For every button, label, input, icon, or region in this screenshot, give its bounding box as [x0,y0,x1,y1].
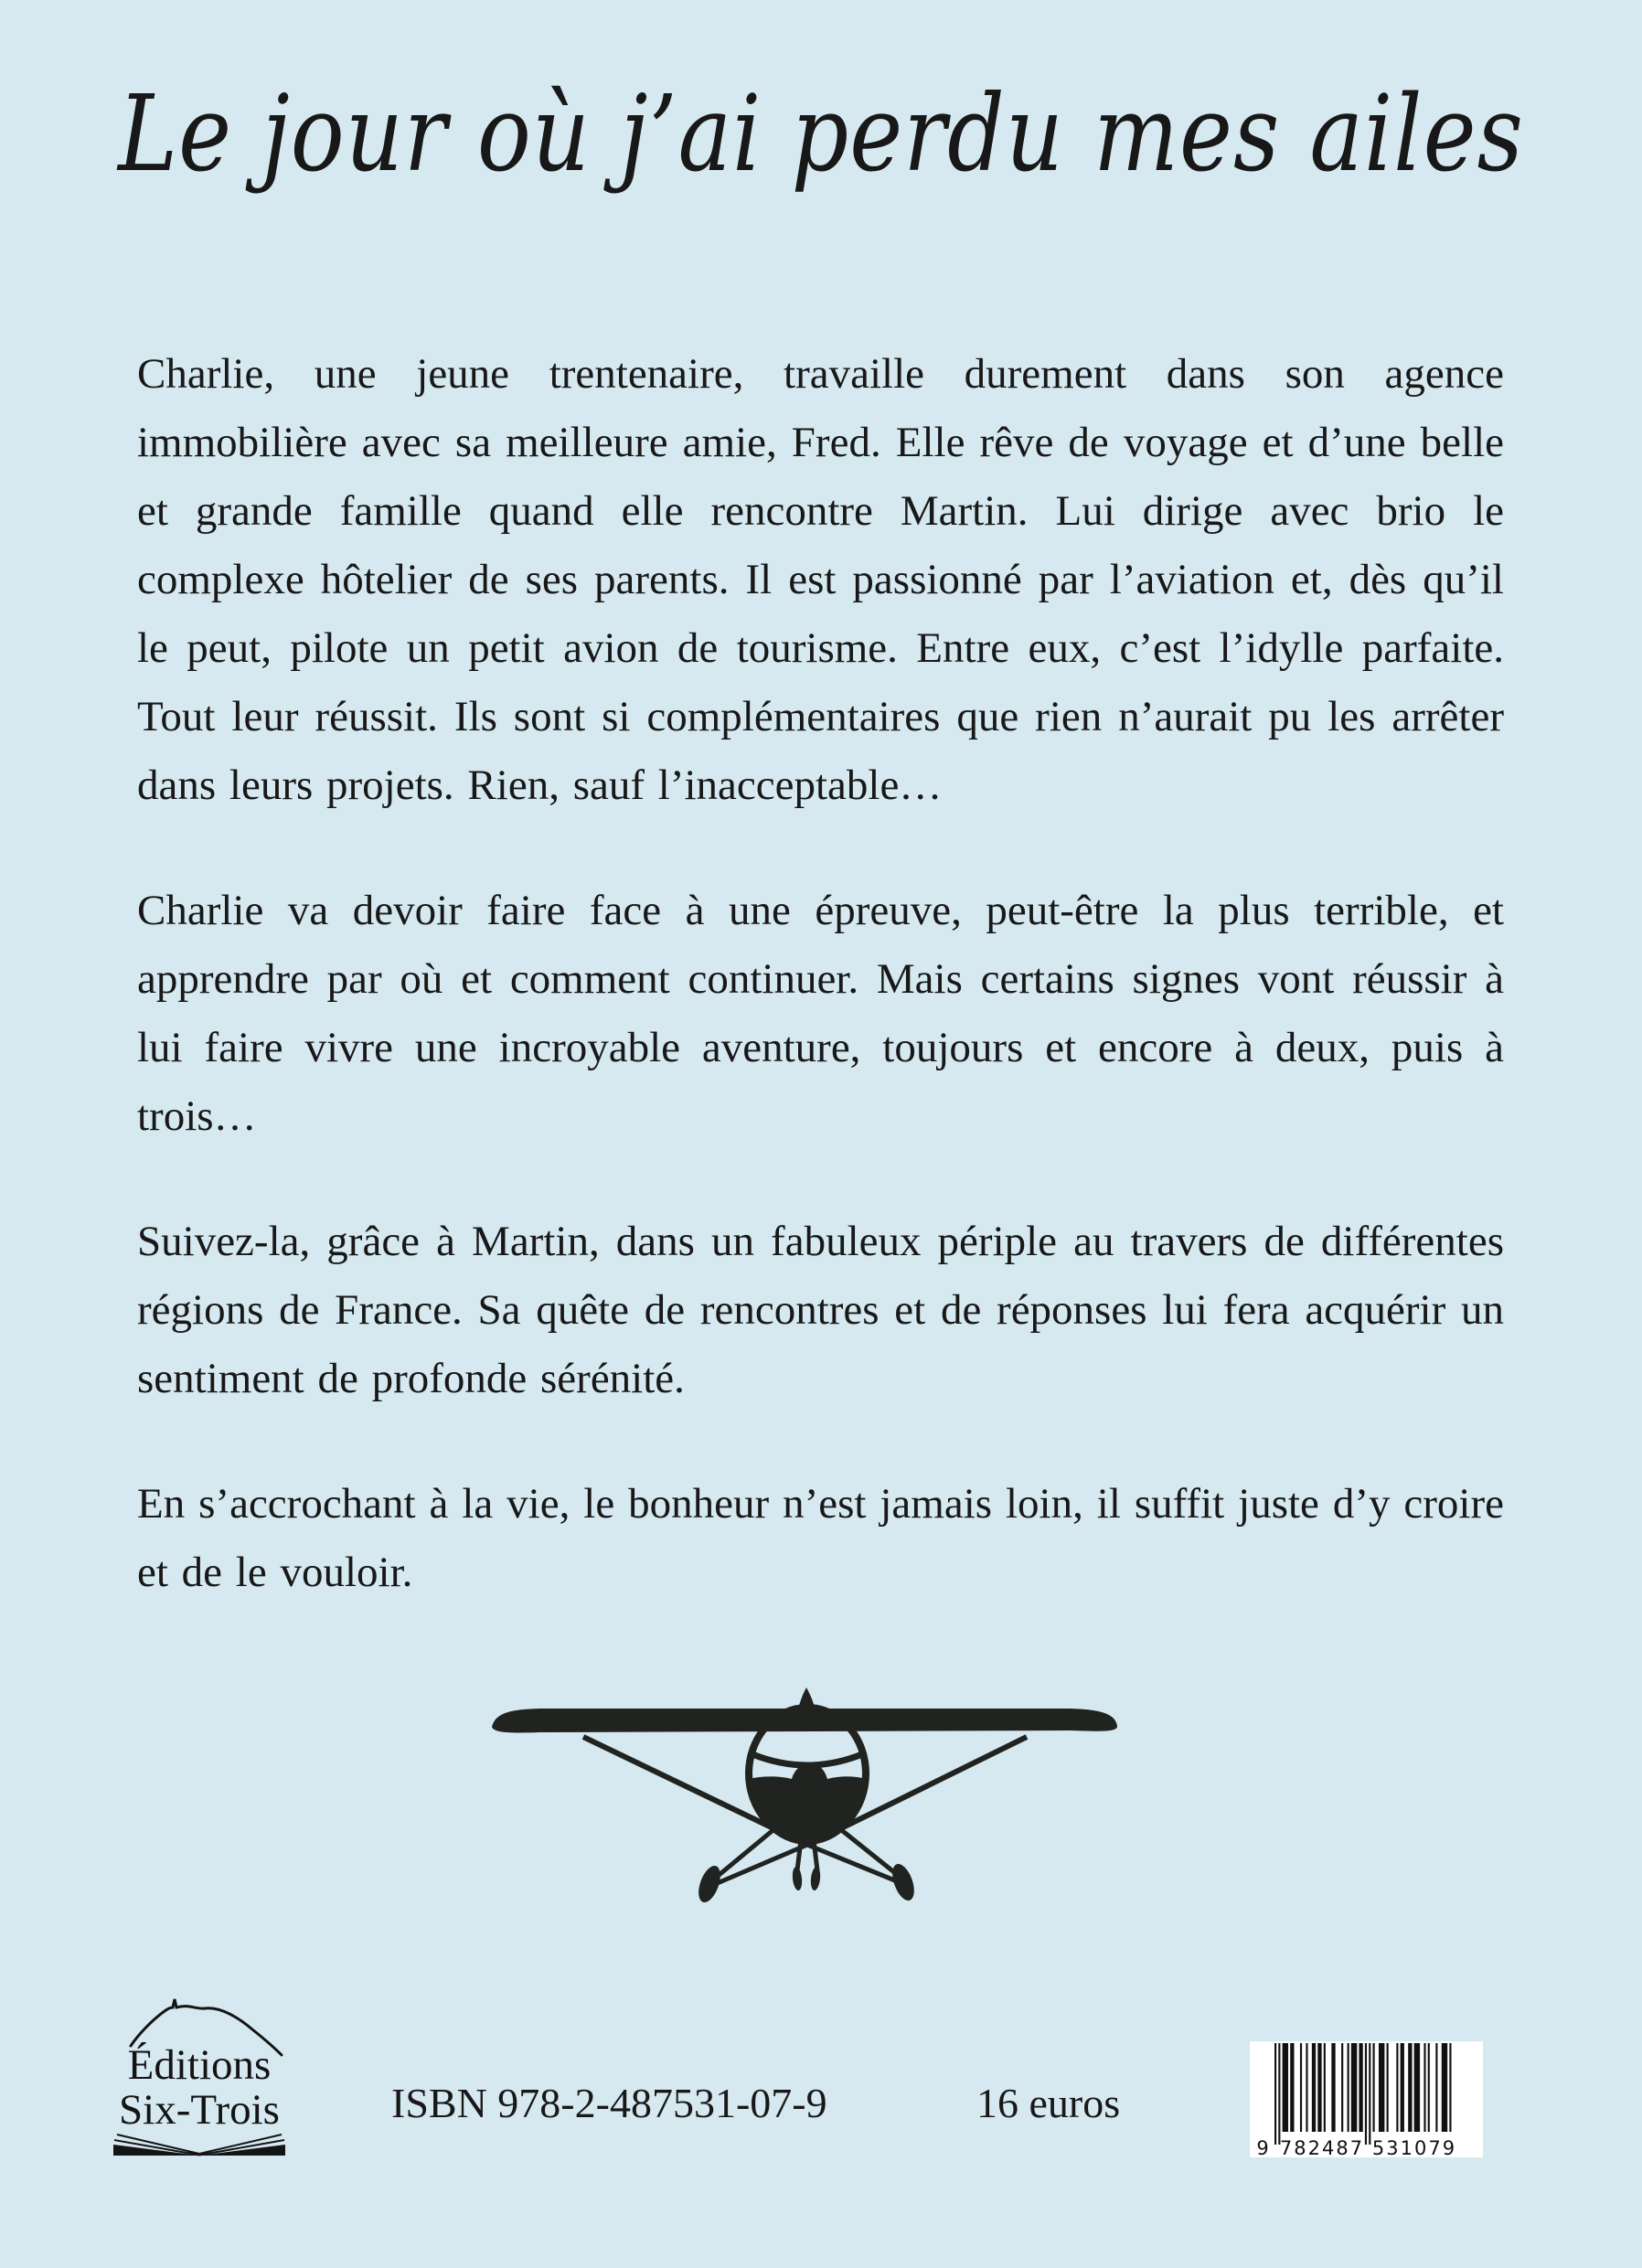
barcode-bars [1274,2043,1452,2145]
airplane-windscreen-frame [752,1754,862,1765]
synopsis-paragraph: Charlie va devoir faire face à une épreuve, peut-être la plus terrible, et apprendre par où et comment continuer. Mais certains signes vont réussir à lui faire vivre une incroyable aventure, toujours et encore à deux, puis à trois… [137,887,1504,1140]
barcode-digits-left: 782487 [1279,2137,1365,2157]
airplane-wheel-right [888,1861,918,1903]
synopsis-paragraph: Charlie, une jeune trentenaire, travaille durement dans son agence immobilière avec sa meilleure amie, Fred. Elle rêve de voyage et d’une belle et grande famille quand elle rencontre Martin. Lui dirige avec brio le complexe hôtelier de ses parents. Il est passionné par l’aviation et, dès qu’il le peut, pilote un petit avion de tourisme. Entre eux, c’est l’idylle parfaite. Tout leur réussit. Ils sont si complémentaires que rien n’aurait pu les arrêter dans leurs projets. Rien, sauf l’inacceptable… [137,350,1504,809]
book-title: Le jour où j’ai perdu mes ailes [118,72,1524,197]
airplane-spinner [797,1688,816,1711]
barcode-digits-right: 531079 [1371,2137,1457,2157]
price-text: 16 euros [976,2080,1121,2126]
airplane-wing [492,1709,1117,1732]
synopsis-paragraph: En s’accrochant à la vie, le bonheur n’est jamais loin, il suffit juste d’y croire et de le vouloir. [137,1480,1504,1596]
open-book-icon [113,2135,285,2156]
publisher-logo [108,1998,291,2163]
synopsis-paragraph: Suivez-la, grâce à Martin, dans un fabuleux périple au travers de différentes régions de France. Sa quête de rencontres et de réponses lui fera acquérir un sentiment de profonde sérénité. [137,1218,1504,1402]
synopsis [137,340,1504,1607]
airplane-wheel-center-a [792,1867,804,1891]
ean13-barcode [1250,2041,1483,2157]
airplane-illustration [485,1685,1125,1913]
publisher-name-line1: Éditions [127,2041,272,2089]
isbn-text: ISBN 978-2-487531-07-9 [391,2080,827,2126]
barcode-digit-first: 9 [1256,2137,1269,2157]
publisher-name-line2: Six-Trois [119,2086,280,2134]
